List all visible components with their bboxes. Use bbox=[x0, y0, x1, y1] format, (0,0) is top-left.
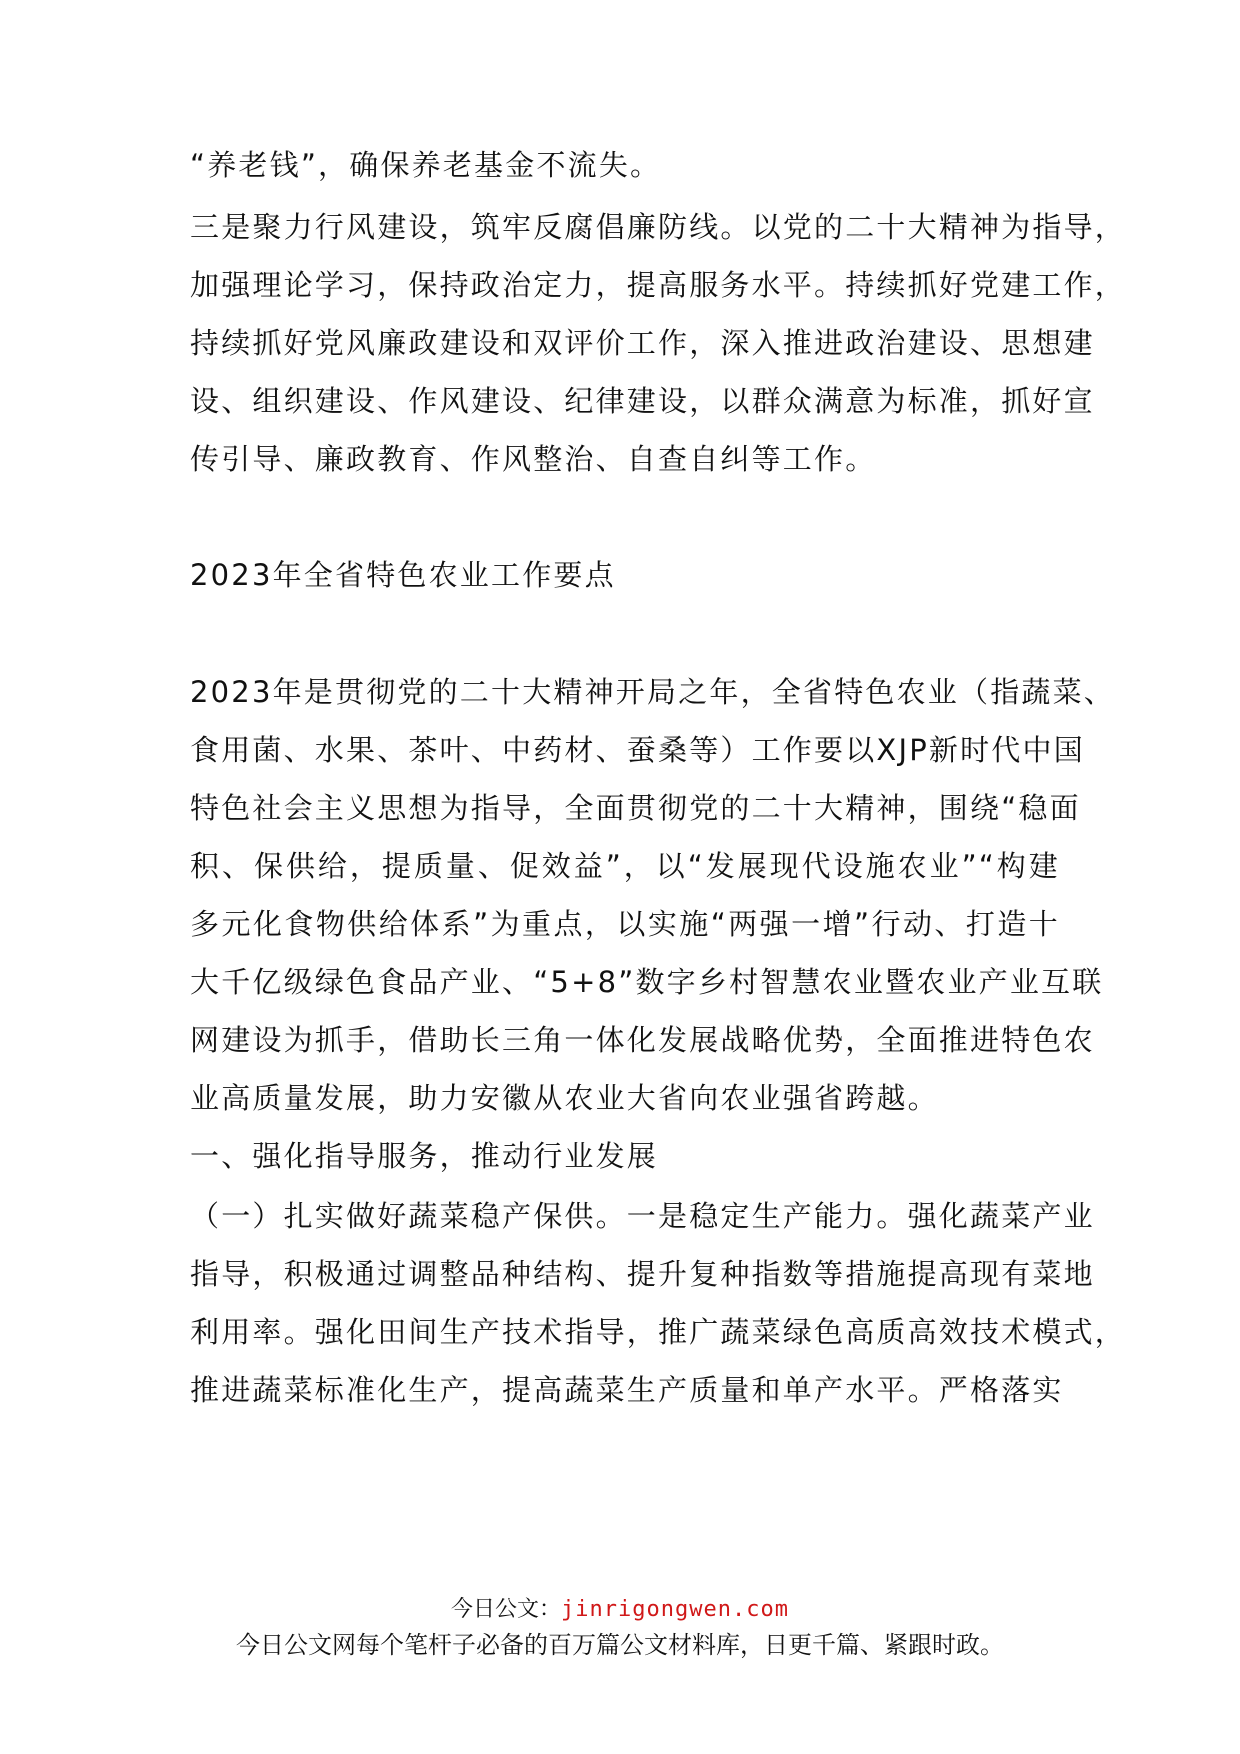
intro-line-7: 网建设为抓手，借助长三角一体化发展战略优势，全面推进特色农 bbox=[190, 1023, 1095, 1057]
section1-line-1: （一）扎实做好蔬菜稳产保供。一是稳定生产能力。强化蔬菜产业 bbox=[190, 1199, 1095, 1233]
footer-label: 今日公文： bbox=[451, 1597, 562, 1622]
footer-slogan: 今日公文网每个笔杆子必备的百万篇公文材料库，日更千篇、紧跟时政。 bbox=[236, 1631, 1004, 1659]
intro-line-4: 积、保供给，提质量、促效益”，以“发展现代设施农业”“构建 bbox=[190, 849, 1060, 883]
article-title: 2023年全省特色农业工作要点 bbox=[190, 558, 616, 592]
intro-line-8: 业高质量发展，助力安徽从农业大省向农业强省跨越。 bbox=[190, 1081, 939, 1115]
section1-heading: 一、强化指导服务，推动行业发展 bbox=[190, 1139, 659, 1173]
section1-line-2: 指导，积极通过调整品种结构、提升复种指数等措施提高现有菜地 bbox=[190, 1257, 1095, 1291]
intro-line-1: 2023年是贯彻党的二十大精神开局之年，全省特色农业（指蔬菜、 bbox=[190, 675, 1116, 709]
prev-line-4: 持续抓好党风廉政建设和双评价工作，深入推进政治建设、思想建 bbox=[190, 326, 1095, 360]
intro-line-2: 食用菌、水果、茶叶、中药材、蚕桑等）工作要以XJP新时代中国 bbox=[190, 733, 1085, 767]
intro-line-3: 特色社会主义思想为指导，全面贯彻党的二十大精神，围绕“稳面 bbox=[190, 791, 1081, 825]
prev-line-6: 传引导、廉政教育、作风整治、自查自纠等工作。 bbox=[190, 442, 877, 476]
section1-line-3: 利用率。强化田间生产技术指导，推广蔬菜绿色高质高效技术模式， bbox=[190, 1315, 1127, 1349]
prev-line-5: 设、组织建设、作风建设、纪律建设，以群众满意为标准，抓好宣 bbox=[190, 384, 1095, 418]
prev-line-2: 三是聚力行风建设，筑牢反腐倡廉防线。以党的二十大精神为指导， bbox=[190, 210, 1127, 244]
intro-line-6: 大千亿级绿色食品产业、“5+8”数字乡村智慧农业暨农业产业互联 bbox=[190, 965, 1104, 999]
section1-line-4: 推进蔬菜标准化生产，提高蔬菜生产质量和单产水平。严格落实 bbox=[190, 1373, 1064, 1407]
footer-url[interactable]: jinrigongwen.com bbox=[561, 1597, 789, 1622]
prev-line-3: 加强理论学习，保持政治定力，提高服务水平。持续抓好党建工作， bbox=[190, 268, 1127, 302]
footer-site-link[interactable] bbox=[0, 1595, 1240, 1625]
prev-line-1: “养老钱”，确保养老基金不流失。 bbox=[190, 148, 662, 182]
intro-line-5: 多元化食物供给体系”为重点，以实施“两强一增”行动、打造十 bbox=[190, 907, 1060, 941]
